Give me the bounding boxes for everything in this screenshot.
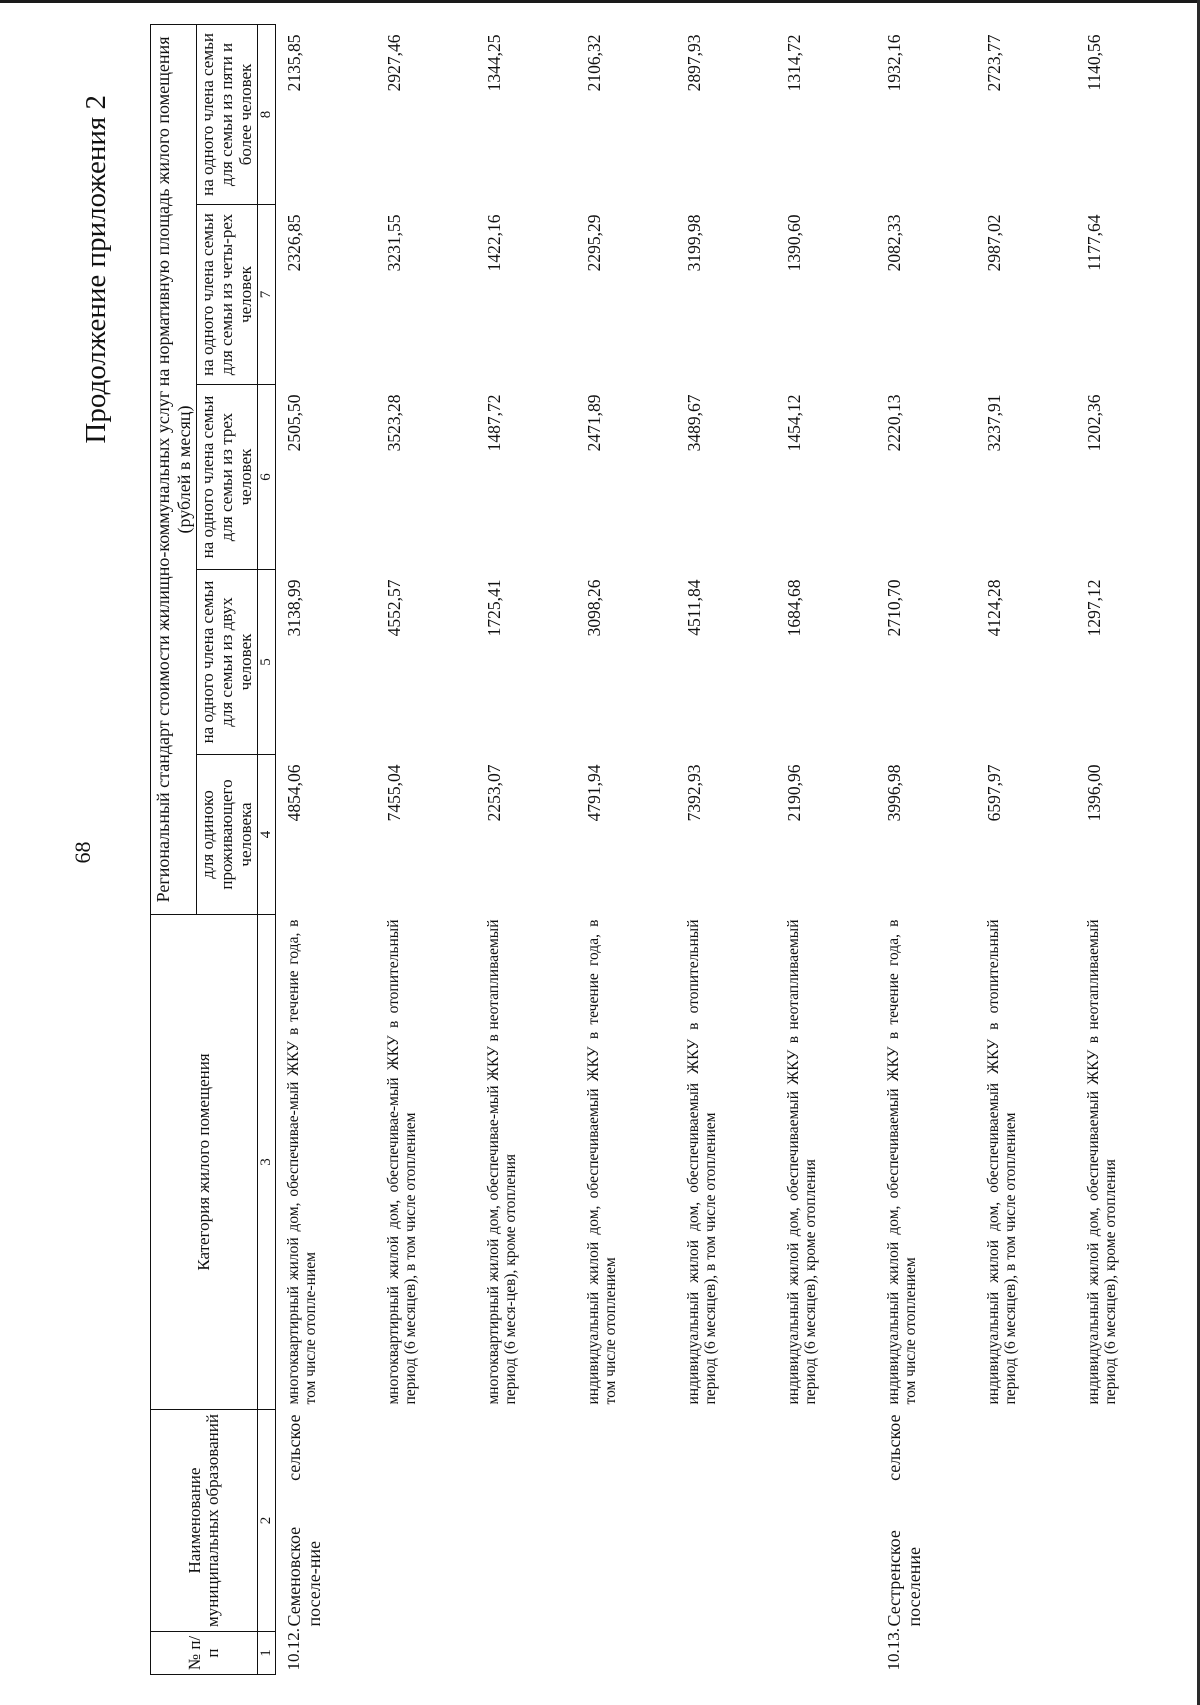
housing-category: многоквартирный жилой дом, обеспечивае-мый ЖКУ в течение года, в том числе отопле-нием <box>284 919 320 1405</box>
cost-family-of-five-plus: 2723,77 <box>983 34 1004 92</box>
cost-family-of-four: 3231,55 <box>383 214 404 272</box>
housing-category: индивидуальный жилой дом, обеспечиваемый ЖКУ в отопительный период (6 месяцев), в том числе отоплением <box>984 919 1020 1405</box>
cost-single: 4854,06 <box>283 764 304 822</box>
housing-category: индивидуальный жилой дом, обеспечиваемый ЖКУ в течение года, в том числе отоплением <box>584 919 620 1405</box>
cost-family-of-five-plus: 1140,56 <box>1083 34 1104 91</box>
housing-category: индивидуальный жилой дом, обеспечиваемый ЖКУ в неотапливаемый период (6 месяцев), кроме отопления <box>784 919 820 1405</box>
header-col5: на одного члена семьи для семьи из двух человек <box>197 570 258 755</box>
cost-family-of-five-plus: 1314,72 <box>783 34 804 92</box>
cost-family-of-five-plus: 1344,25 <box>483 34 504 92</box>
row-number <box>476 1632 576 1675</box>
cost-family-of-three: 3489,67 <box>683 394 704 452</box>
cost-family-of-four: 2326,85 <box>283 214 304 272</box>
cost-family-of-three: 1487,72 <box>483 394 504 452</box>
row-number <box>576 1632 676 1675</box>
cost-family-of-three: 2471,89 <box>583 394 604 452</box>
row-number: 10.13. <box>883 1628 903 1671</box>
cost-single: 7392,93 <box>683 764 704 822</box>
cost-single: 2253,07 <box>483 764 504 822</box>
cost-single: 3996,98 <box>883 764 904 822</box>
column-number: 4 <box>258 755 276 915</box>
municipality-name <box>676 1410 776 1632</box>
cost-family-of-three: 2220,13 <box>883 394 904 452</box>
cost-single: 2190,96 <box>783 764 804 822</box>
row-number <box>676 1632 776 1675</box>
cost-family-of-four: 2295,29 <box>583 214 604 272</box>
housing-category: индивидуальный жилой дом, обеспечиваемый ЖКУ в отопительный период (6 месяцев), в том числе отоплением <box>684 919 720 1405</box>
column-number: 7 <box>258 205 276 385</box>
table-row <box>275 24 376 1674</box>
cost-single: 4791,94 <box>583 764 604 822</box>
table-row <box>876 24 976 1674</box>
housing-category: индивидуальный жилой дом, обеспечиваемый ЖКУ в неотапливаемый период (6 месяцев), кроме отопления <box>1084 919 1120 1405</box>
header-municipality: Наименование муниципальных образований <box>151 1410 258 1632</box>
municipality-name <box>776 1410 876 1632</box>
header-col7: на одного члена семьи для семьи из четы-рех человек <box>197 205 258 385</box>
cost-family-of-two: 4124,28 <box>983 579 1004 637</box>
housing-cost-table <box>150 24 1176 1675</box>
table-row <box>1076 24 1176 1674</box>
column-number: 5 <box>258 570 276 755</box>
column-number: 2 <box>258 1410 276 1632</box>
cost-family-of-four: 1422,16 <box>483 214 504 272</box>
municipality-name: Сестренское сельское поселение <box>883 1414 924 1627</box>
housing-category: многоквартирный жилой дом, обеспечивае-мый ЖКУ в отопительный период (6 месяцев), в том числе отоплением <box>384 919 420 1405</box>
row-number <box>776 1632 876 1675</box>
cost-family-of-five-plus: 2927,46 <box>383 34 404 92</box>
cost-family-of-five-plus: 2897,93 <box>683 34 704 92</box>
municipality-name: Семеновское сельское поселе-ние <box>283 1414 324 1627</box>
housing-category: многоквартирный жилой дом, обеспечивае-мый ЖКУ в неотапливаемый период (6 меся-цев), кроме отопления <box>484 919 520 1405</box>
cost-family-of-five-plus: 2135,85 <box>283 34 304 92</box>
cost-family-of-three: 3523,28 <box>383 394 404 452</box>
municipality-name <box>1076 1410 1176 1632</box>
table-row <box>776 24 876 1674</box>
municipality-name <box>476 1410 576 1632</box>
header-col4: для одиноко проживающего человека <box>197 755 258 915</box>
column-number: 6 <box>258 385 276 570</box>
cost-family-of-five-plus: 2106,32 <box>583 34 604 92</box>
municipality-name <box>376 1410 476 1632</box>
cost-single: 6597,97 <box>983 764 1004 822</box>
table-body <box>275 24 1176 1674</box>
column-number: 8 <box>258 24 276 204</box>
page-number: 68 <box>70 841 95 864</box>
cost-family-of-three: 1202,36 <box>1083 394 1104 452</box>
table-row <box>576 24 676 1674</box>
header-standard-group: Региональный стандарт стоимости жилищно-коммунальных услуг на нормативную площадь жилого помещения (рублей в месяц) <box>151 24 197 914</box>
cost-family-of-two: 3138,99 <box>283 579 304 637</box>
cost-family-of-four: 1390,60 <box>783 214 804 272</box>
cost-family-of-four: 2082,33 <box>883 214 904 272</box>
cost-family-of-two: 3098,26 <box>583 579 604 637</box>
table-row <box>676 24 776 1674</box>
row-number <box>976 1632 1076 1675</box>
cost-family-of-four: 1177,64 <box>1083 214 1104 271</box>
cost-family-of-two: 2710,70 <box>883 579 904 637</box>
row-number <box>1076 1632 1176 1675</box>
municipality-name <box>576 1410 676 1632</box>
cost-family-of-two: 4511,84 <box>683 579 704 636</box>
table-row <box>476 24 576 1674</box>
cost-family-of-four: 2987,02 <box>983 214 1004 272</box>
cost-family-of-two: 1684,68 <box>783 579 804 637</box>
municipality-name <box>976 1410 1076 1632</box>
cost-family-of-four: 3199,98 <box>683 214 704 272</box>
cost-family-of-three: 2505,50 <box>283 394 304 452</box>
cost-family-of-two: 4552,57 <box>383 579 404 637</box>
header-col8: на одного члена семьи для семьи из пяти и более человек <box>197 24 258 204</box>
cost-family-of-five-plus: 1932,16 <box>883 34 904 92</box>
table-row <box>976 24 1076 1674</box>
row-number: 10.12. <box>283 1628 303 1671</box>
column-number: 3 <box>258 915 276 1410</box>
continuation-title: Продолжение приложения 2 <box>80 95 112 444</box>
column-number: 1 <box>258 1632 276 1675</box>
cost-family-of-two: 1725,41 <box>483 579 504 637</box>
cost-family-of-two: 1297,12 <box>1083 579 1104 637</box>
header-category: Категория жилого помещения <box>151 915 258 1410</box>
cost-single: 1396,00 <box>1083 764 1104 822</box>
row-number <box>376 1632 476 1675</box>
header-num: № п/п <box>151 1632 258 1675</box>
header-col6: на одного члена семьи для семьи из трех человек <box>197 385 258 570</box>
cost-family-of-three: 3237,91 <box>983 394 1004 452</box>
cost-family-of-three: 1454,12 <box>783 394 804 452</box>
table-row <box>376 24 476 1674</box>
cost-single: 7455,04 <box>383 764 404 822</box>
housing-category: индивидуальный жилой дом, обеспечиваемый ЖКУ в течение года, в том числе отоплением <box>884 919 920 1405</box>
